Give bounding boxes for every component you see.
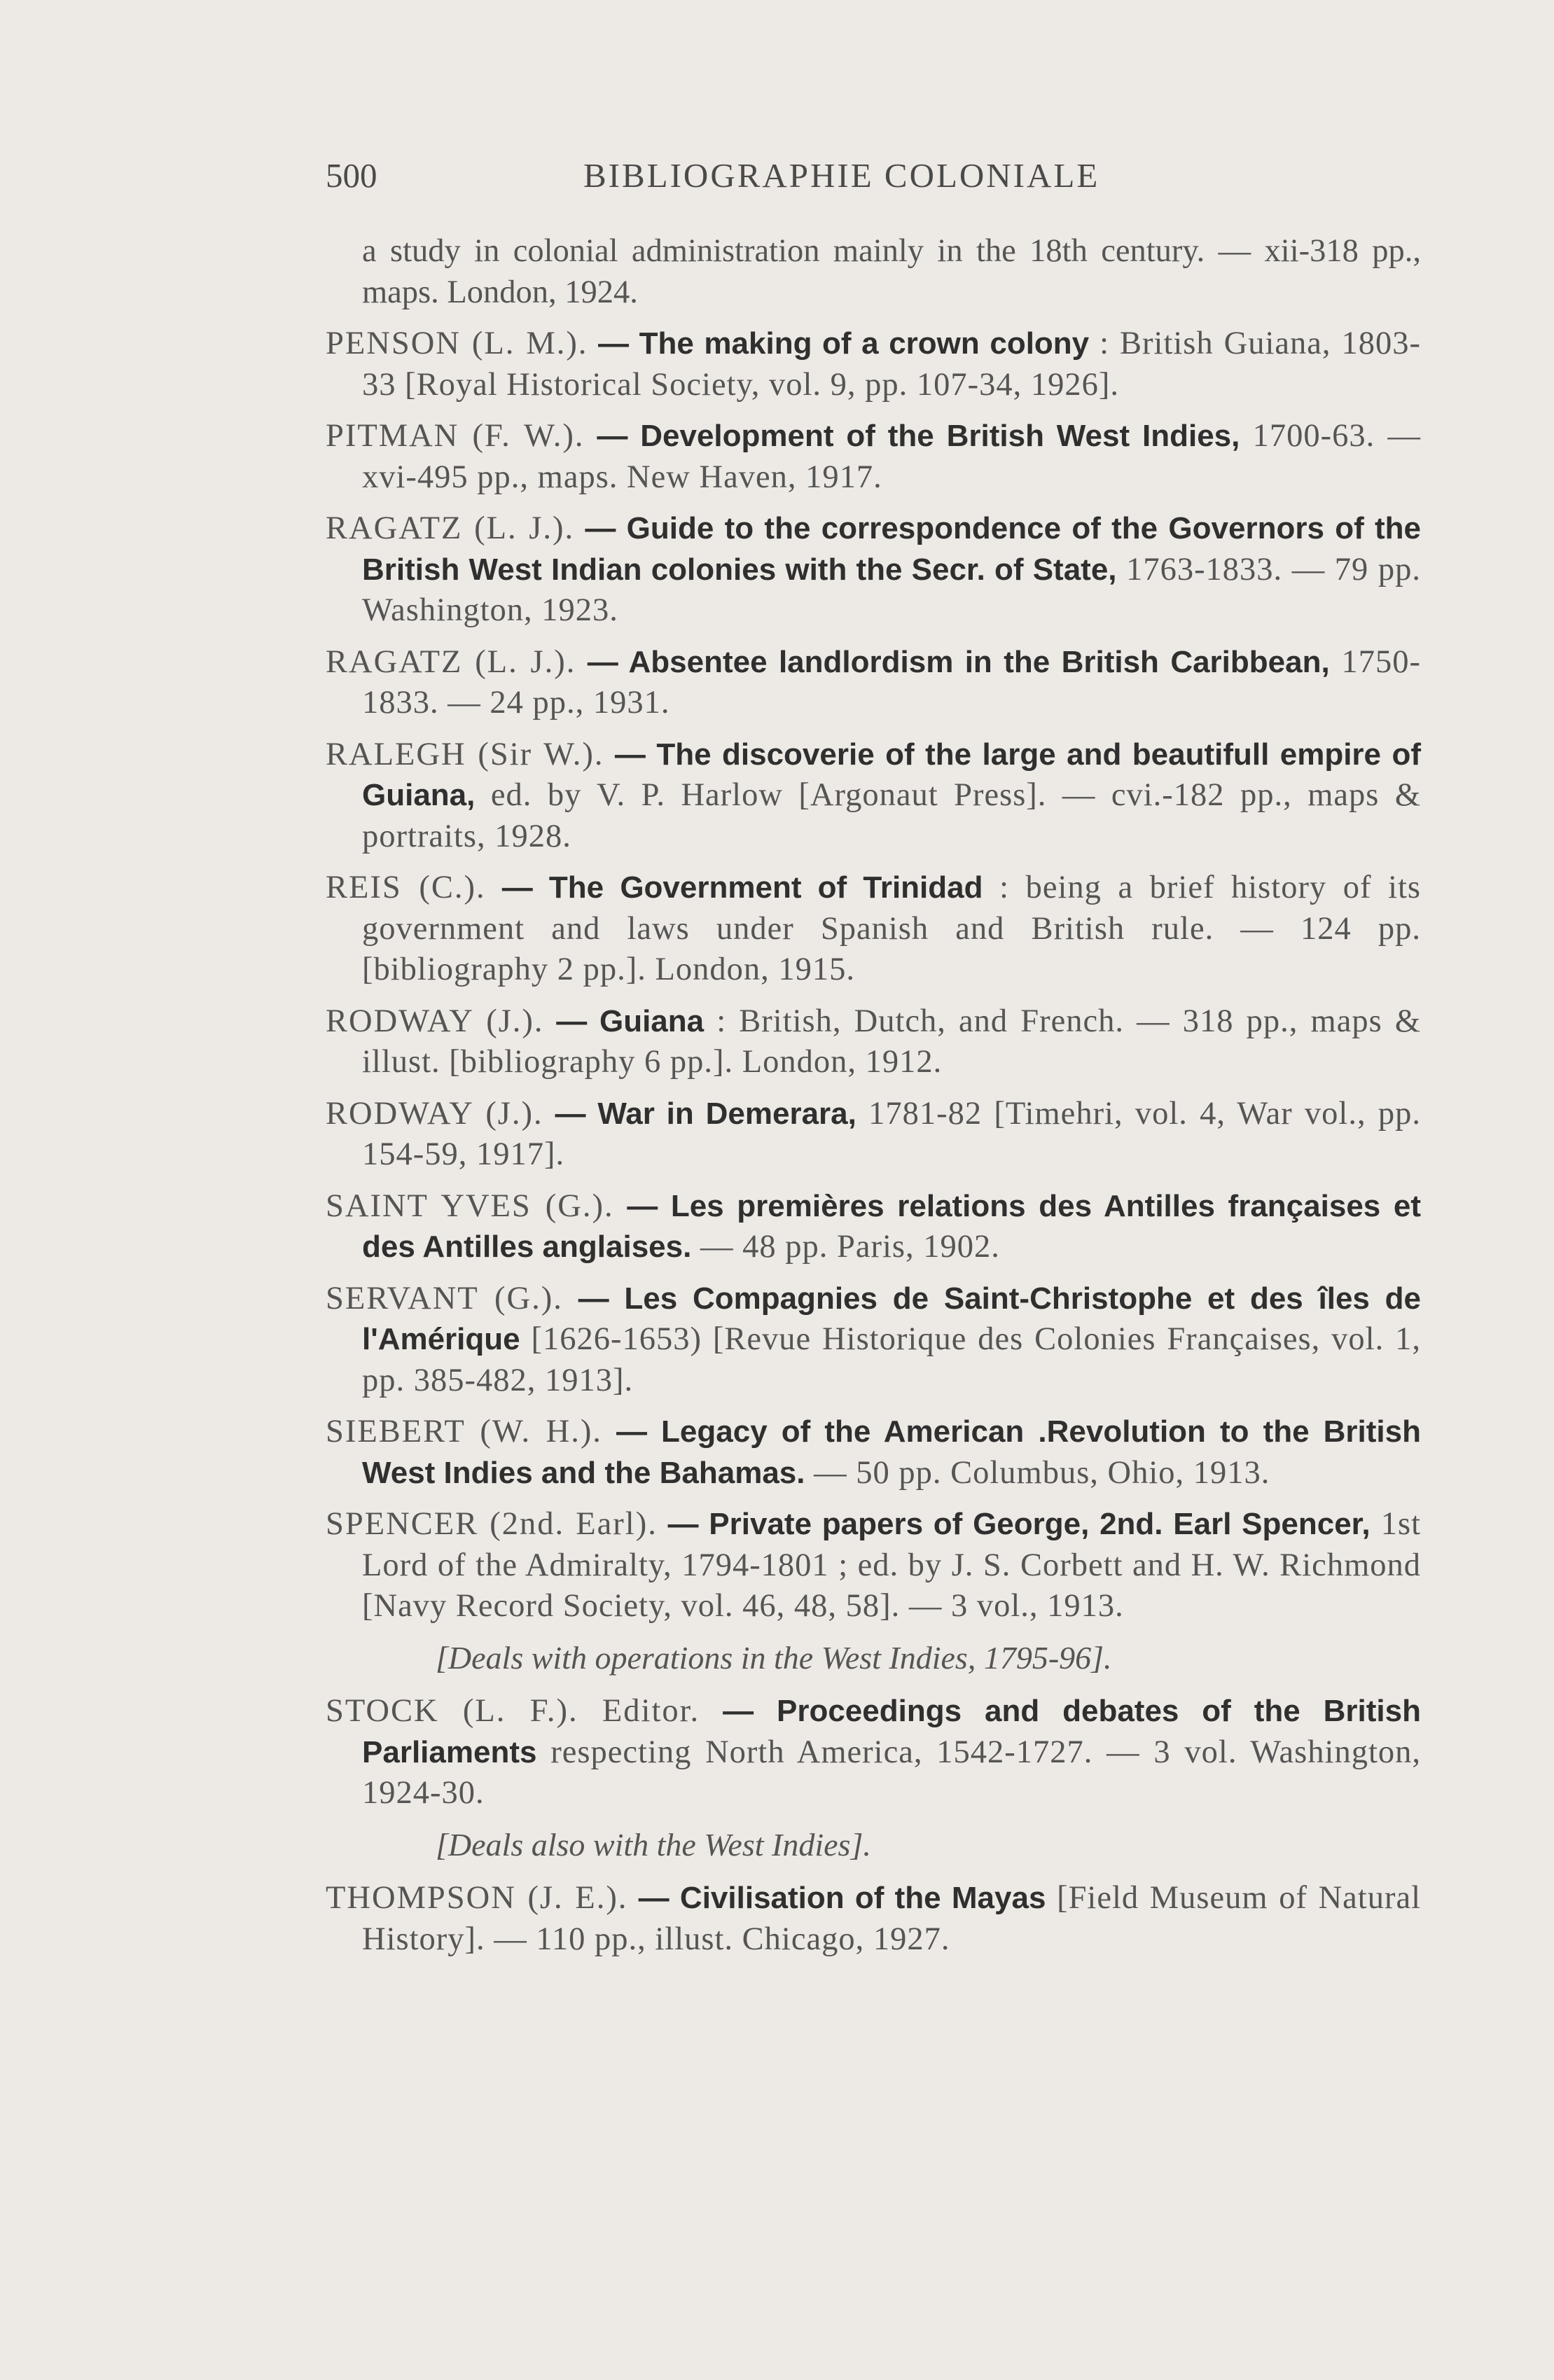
entry-author: SIEBERT (W. H.). xyxy=(326,1414,602,1449)
bibliography-entry-rodway-war xyxy=(326,1094,1421,1176)
entry-author: RALEGH (Sir W.). xyxy=(326,736,604,772)
page-header xyxy=(326,155,1418,211)
entry-details: : British, Dutch, and French. — 318 pp., maps & illust. [bibliography 6 pp.]. London, 1912. xyxy=(362,1003,1421,1080)
entry-author: RAGATZ (L. J.). xyxy=(326,643,576,680)
entry-title: — Guide to the correspondence of the Governors of the British West Indian colonies with the Secr. of State, xyxy=(362,511,1421,587)
entry-note: [Deals also with the West Indies]. xyxy=(436,1826,871,1863)
entry-details: 1st Lord of the Admiralty, 1794-1801 ; ed. by J. S. Corbett and H. W. Richmond [Navy Record Society, vol. 46, 48, 58]. — 3 vol., 1913. xyxy=(362,1506,1421,1624)
entry-title: — Civilisation of the Mayas xyxy=(627,1881,1046,1915)
entry-title: — Absentee landlordism in the British Caribbean, xyxy=(576,644,1330,679)
entry-details: [1626-1653) [Revue Historique des Colonies Françaises, vol. 1, pp. 385-482, 1913]. xyxy=(362,1321,1421,1398)
bibliography-entry-penson xyxy=(326,323,1421,405)
entry-title: — Legacy of the American .Revolution to the British West Indies and the Bahamas. xyxy=(362,1414,1421,1490)
entry-details: respecting North America, 1542-1727. — 3 vol. Washington, 1924-30. xyxy=(362,1734,1421,1811)
entry-note: [Deals with operations in the West Indies, 1795-96]. xyxy=(436,1639,1112,1676)
entry-title: — War in Demerara, xyxy=(543,1096,856,1131)
entry-author: PENSON (L. M.). xyxy=(326,326,588,361)
continued-entry: a study in colonial administration mainly in the 18th century. — xii-318 pp., maps. London, 1924. xyxy=(362,233,1421,310)
bibliography-entry-stock xyxy=(326,1691,1421,1814)
entry-author: REIS (C.). xyxy=(326,870,486,905)
entry-author: RAGATZ (L. J.). xyxy=(326,510,575,546)
entry-details: — 48 pp. Paris, 1902. xyxy=(691,1229,1000,1265)
bibliography-entry-pitman xyxy=(326,416,1421,498)
entry-title: — Proceedings and debates of the British Parliaments xyxy=(362,1694,1421,1769)
bibliography-entry-saint-yves xyxy=(326,1186,1421,1268)
entry-title: — The discoverie of the large and beautifull empire of Guiana, xyxy=(362,737,1421,812)
bibliography-entry-ragatz-absentee xyxy=(326,642,1421,724)
entry-details: : being a brief history of its government and laws under Spanish and British rule. — 124 pp. [bibliography 2 pp.]. London, 1915. xyxy=(362,870,1422,987)
entry-details: 1750-1833. — 24 pp., 1931. xyxy=(362,643,1421,721)
entry-author: SERVANT (G.). xyxy=(326,1280,563,1316)
entry-title: — Guiana xyxy=(543,1003,705,1038)
bibliography-entry-siebert xyxy=(326,1412,1421,1494)
entry-details: 1763-1833. — 79 pp. Washington, 1923. xyxy=(362,551,1421,628)
bibliography-entry-spencer xyxy=(326,1504,1421,1627)
entry-author: RODWAY (J.). xyxy=(326,1003,544,1039)
entry-details: ed. by V. P. Harlow [Argonaut Press]. — cvi.-182 pp., maps & portraits, 1928. xyxy=(362,777,1421,854)
entry-author: RODWAY (J.). xyxy=(326,1095,543,1132)
bibliography-entry-servant xyxy=(326,1279,1421,1402)
entry-title: — Private papers of George, 2nd. Earl Spencer, xyxy=(657,1507,1371,1541)
bibliography-list xyxy=(326,231,1421,1970)
entry-details: 1781-82 [Timehri, vol. 4, War vol., pp. 154-59, 1917]. xyxy=(362,1095,1421,1172)
bibliography-entry-thompson xyxy=(326,1878,1421,1960)
entry-title: — Les premières relations des Antilles françaises et des Antilles anglaises. xyxy=(362,1188,1421,1264)
entry-title: — Development of the British West Indies, xyxy=(584,419,1240,453)
bibliography-entry-reis xyxy=(326,868,1421,991)
entry-author: STOCK (L. F.). Editor. xyxy=(326,1693,700,1729)
entry-details: — 50 pp. Columbus, Ohio, 1913. xyxy=(805,1454,1270,1491)
entry-author: SAINT YVES (G.). xyxy=(326,1188,614,1224)
bibliography-entry-ragatz-guide xyxy=(326,508,1421,632)
entry-author: THOMPSON (J. E.). xyxy=(326,1880,628,1916)
bibliography-entry-rodway-guiana xyxy=(326,1001,1421,1083)
entry-details: [Field Museum of Natural History]. — 110 pp., illust. Chicago, 1927. xyxy=(362,1880,1422,1957)
entry-title: — The Government of Trinidad xyxy=(485,870,983,905)
entry-author: PITMAN (F. W.). xyxy=(326,418,585,454)
entry-title: — The making of a crown colony xyxy=(588,326,1090,361)
entry-details: 1700-63. — xvi-495 pp., maps. New Haven, 1917. xyxy=(362,418,1421,495)
entry-title: — Les Compagnies de Saint-Christophe et des îles de l'Amérique xyxy=(362,1281,1422,1356)
entry-details: : British Guiana, 1803-33 [Royal Historical Society, vol. 9, pp. 107-34, 1926]. xyxy=(362,326,1421,403)
running-title: BIBLIOGRAPHIE COLONIALE xyxy=(583,156,1100,195)
page-number: 500 xyxy=(326,156,377,195)
entry-author: SPENCER (2nd. Earl). xyxy=(326,1506,658,1542)
bibliography-entry-ralegh xyxy=(326,735,1421,858)
